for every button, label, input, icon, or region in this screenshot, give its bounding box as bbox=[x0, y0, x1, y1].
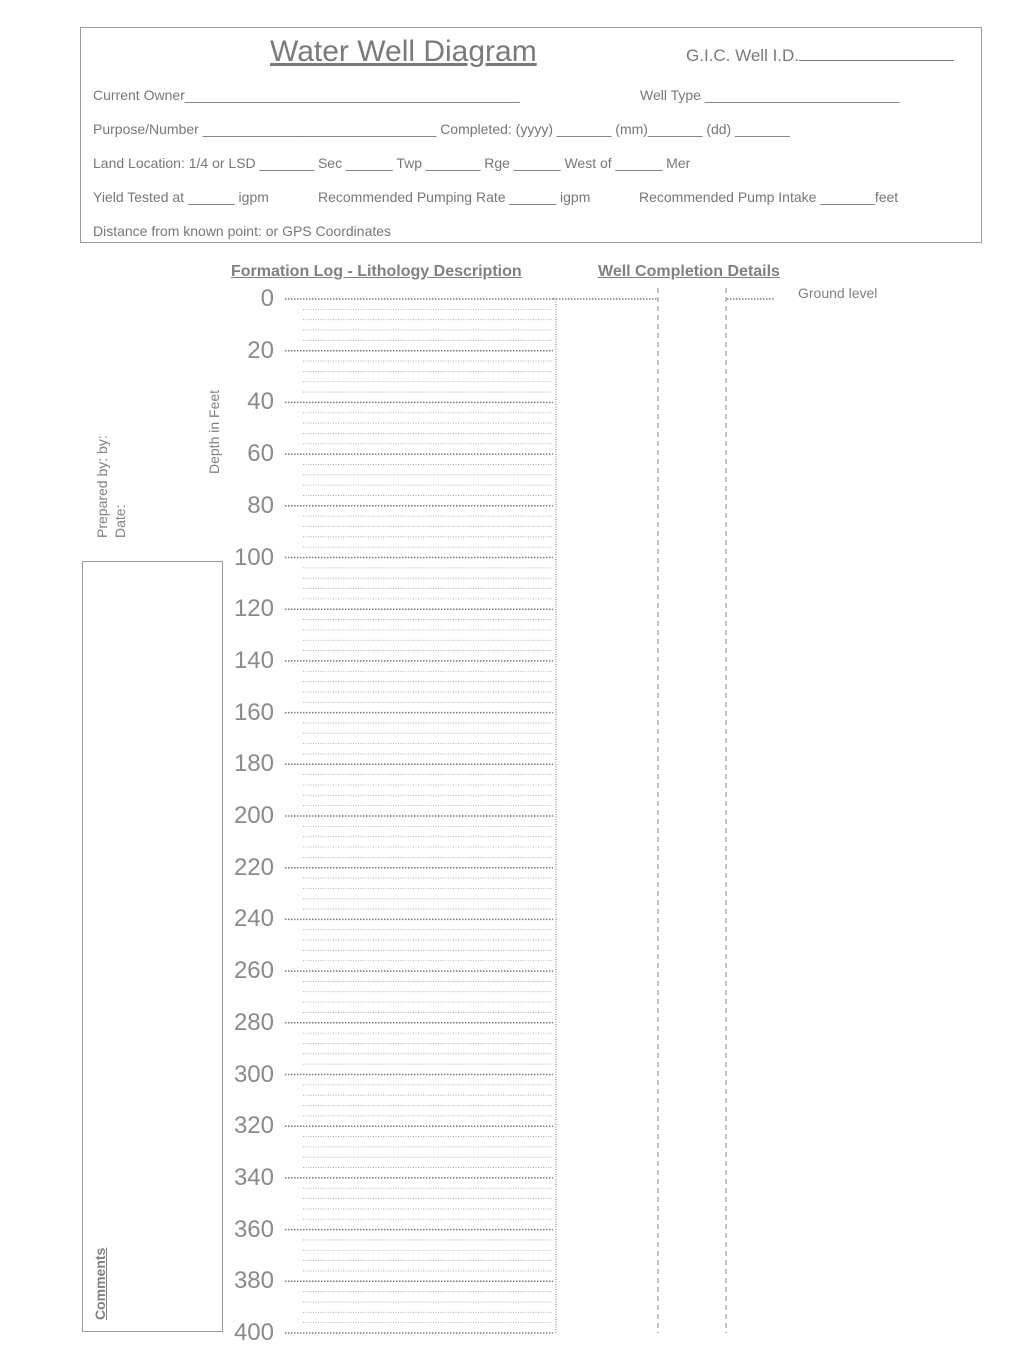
pump-intake-field[interactable]: Recommended Pump Intake _______feet bbox=[639, 189, 899, 205]
depth-label: 320 bbox=[233, 1112, 274, 1140]
date-label[interactable]: Date: bbox=[112, 504, 128, 538]
comments-label: Comments bbox=[92, 1247, 108, 1320]
depth-label: 180 bbox=[233, 750, 274, 778]
pumping-rate-field[interactable]: Recommended Pumping Rate ______ igpm bbox=[318, 189, 591, 205]
depth-label: 80 bbox=[247, 491, 274, 519]
gps-coordinates-field[interactable]: Distance from known point: or GPS Coordinates bbox=[93, 223, 392, 239]
depth-label: 360 bbox=[233, 1215, 274, 1243]
well-type-field[interactable]: Well Type _________________________ bbox=[640, 87, 900, 103]
depth-label: 20 bbox=[247, 336, 274, 364]
depth-label: 100 bbox=[233, 543, 274, 571]
depth-label: 280 bbox=[233, 1008, 274, 1036]
depth-label: 260 bbox=[233, 957, 274, 985]
formation-log-heading: Formation Log - Lithology Description bbox=[231, 263, 522, 280]
well-completion-heading: Well Completion Details bbox=[598, 263, 780, 280]
ground-level-label: Ground level bbox=[798, 285, 878, 301]
depth-label: 340 bbox=[233, 1163, 274, 1191]
depth-label: 60 bbox=[247, 440, 274, 468]
depth-label: 400 bbox=[233, 1319, 274, 1346]
land-location-field[interactable]: Land Location: 1/4 or LSD _______ Sec ______ Twp _______ Rge ______ West of ______ Mer bbox=[93, 155, 691, 171]
depth-label: 240 bbox=[233, 905, 274, 933]
current-owner-field[interactable]: Current Owner___________________________________________ bbox=[93, 87, 520, 103]
gic-well-id-label: G.I.C. Well I.D. bbox=[686, 46, 800, 65]
purpose-completed-field[interactable]: Purpose/Number ______________________________ Completed: (yyyy) _______ (mm)_______ (dd) _______ bbox=[93, 121, 790, 137]
depth-axis-label: Depth in Feet bbox=[206, 389, 222, 474]
depth-label: 120 bbox=[233, 595, 274, 623]
page-title: Water Well Diagram bbox=[270, 35, 537, 68]
depth-label: 160 bbox=[233, 698, 274, 726]
yield-tested-field[interactable]: Yield Tested at ______ igpm bbox=[93, 189, 269, 205]
depth-label: 40 bbox=[247, 388, 274, 416]
depth-label: 200 bbox=[233, 802, 274, 829]
depth-label: 380 bbox=[233, 1267, 274, 1295]
depth-label: 300 bbox=[233, 1060, 274, 1088]
depth-label: 0 bbox=[260, 285, 274, 312]
depth-label: 220 bbox=[233, 853, 274, 881]
prepared-by-label[interactable]: Prepared by: by: bbox=[94, 435, 110, 538]
depth-label: 140 bbox=[233, 646, 274, 674]
